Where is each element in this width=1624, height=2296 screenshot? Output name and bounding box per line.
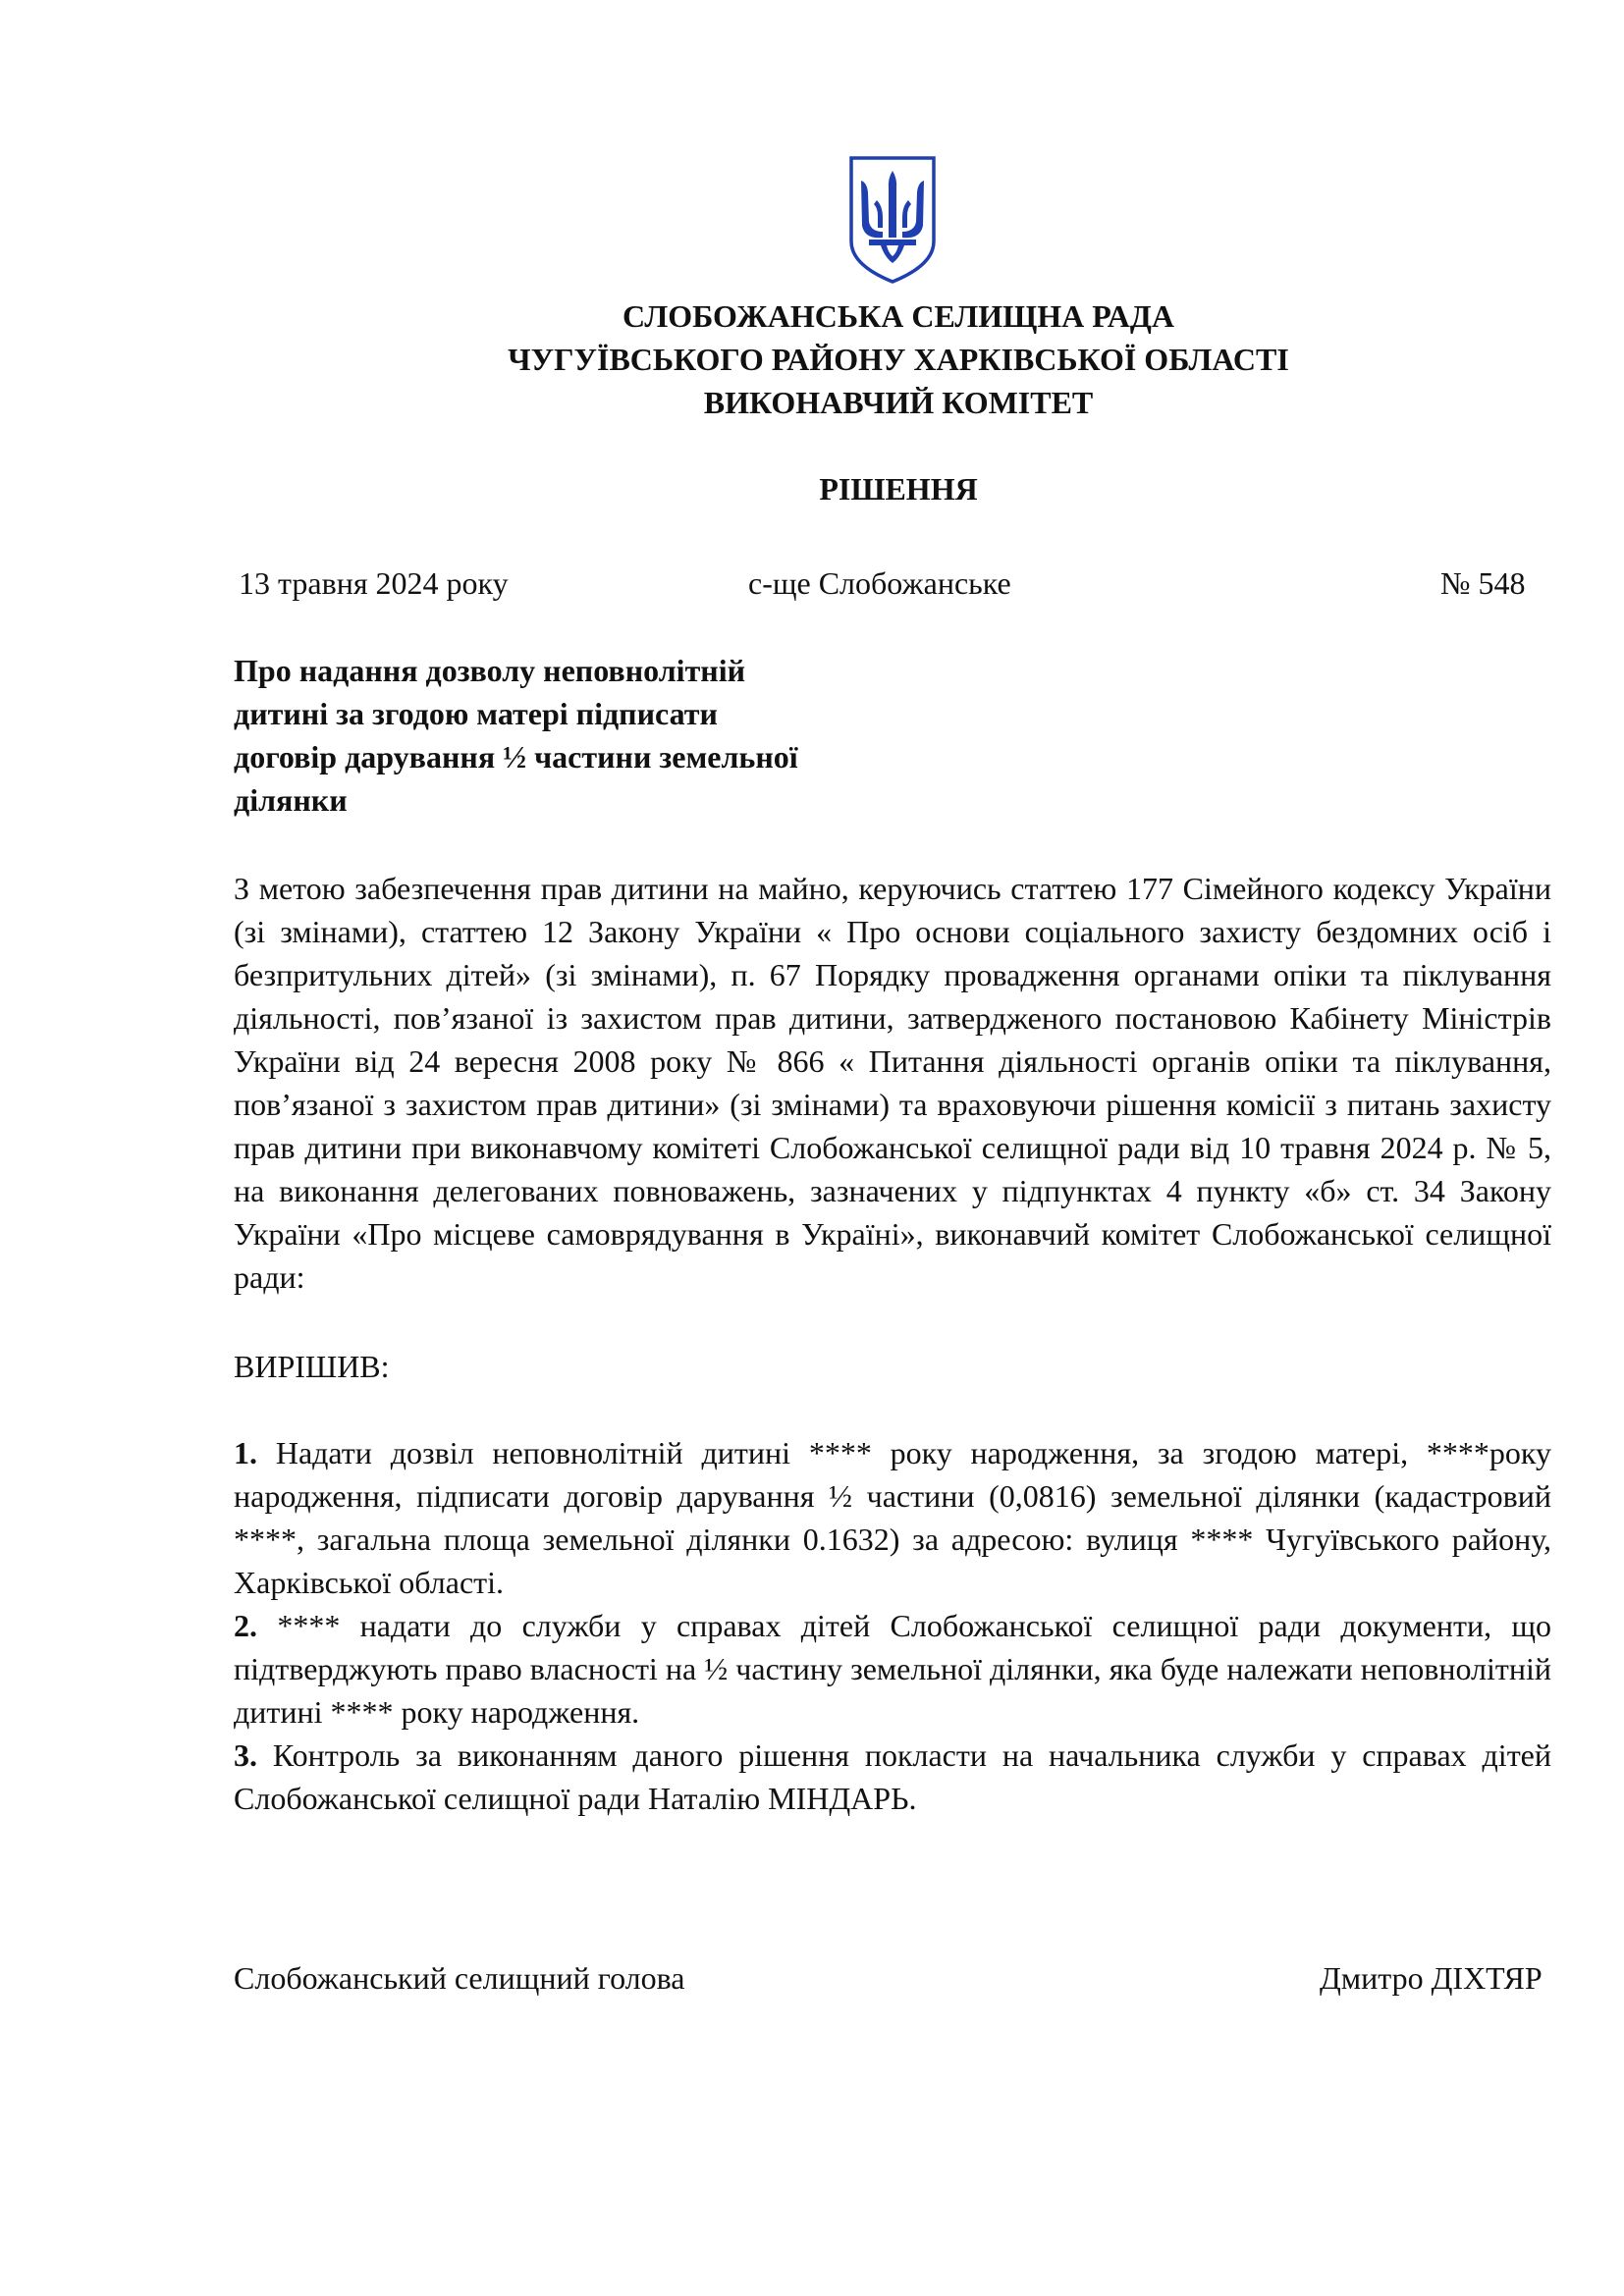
- resolved-label: ВИРІШИВ:: [234, 1349, 390, 1384]
- subject-line: Про надання дозволу неповнолітній: [234, 653, 746, 688]
- decision-title: РІШЕННЯ: [819, 471, 978, 507]
- item-text: Контроль за виконанням даного рішення покласти на начальника служби у справах дітей Слобожанської селищної ради Наталію МІНДАРЬ.: [234, 1737, 1552, 1816]
- item-text: Надати дозвіл неповнолітній дитині **** року народження, за згодою матері, ****року народження, підписати договір дарування ½ частини (0,0816) земельної ділянки (кадастровий ****, загальна площа земельної ділянки 0.1632) за адресою: вулиця **** Чугуївського району, Харківської області.: [234, 1435, 1552, 1600]
- header-committee-name: ВИКОНАВЧИЙ КОМІТЕТ: [703, 385, 1094, 420]
- resolution-item: [234, 1431, 1551, 1604]
- item-number: 2.: [234, 1608, 257, 1643]
- decision-place: с-ще Слобожанське: [748, 565, 1011, 601]
- trident-coat-of-arms-icon: [847, 155, 938, 285]
- resolution-items: [234, 1431, 1551, 1820]
- item-number: 3.: [234, 1737, 257, 1773]
- header-council-name: СЛОБОЖАНСЬКА СЕЛИЩНА РАДА: [623, 298, 1174, 334]
- resolution-item: [234, 1734, 1551, 1820]
- preamble-paragraph: З метою забезпечення прав дитини на майно, керуючись статтею 177 Сімейного кодексу України (зі змінами), статтею 12 Закону України « Про основи соціального захисту бездомних осіб і безпритульних дітей» (зі змінами), п. 67 Порядку провадження органами опіки та піклування діяльності, пов’язаної із захистом прав дитини, затвердженого постановою Кабінету Міністрів України від 24 вересня 2008 року № 866 « Питання діяльності органів опіки та піклування, пов’язаної з захистом прав дитини» (зі змінами) та враховуючи рішення комісії з питань захисту прав дитини при виконавчому комітеті Слобожанської селищної ради від 10 травня 2024 р. № 5, на виконання делегованих повноважень, зазначених у підпунктах 4 пункту «б» ст. 34 Закону України «Про місцеве самоврядування в Україні», виконавчий комітет Слобожанської селищної ради:: [234, 871, 1551, 1295]
- header-district-name: ЧУГУЇВСЬКОГО РАЙОНУ ХАРКІВСЬКОЇ ОБЛАСТІ: [508, 342, 1289, 377]
- signatory-title: Слобожанський селищний голова: [234, 1960, 685, 1996]
- authority-header: [0, 294, 1624, 424]
- subject-line: ділянки: [234, 782, 348, 818]
- decision-subject: [234, 649, 862, 822]
- signatory-name: Дмитро ДІХТЯР: [1320, 1960, 1543, 1996]
- subject-line: дитині за згодою матері підписати: [234, 696, 718, 731]
- decision-number: № 548: [1440, 565, 1526, 601]
- item-number: 1.: [234, 1435, 257, 1470]
- resolution-item: [234, 1604, 1551, 1734]
- subject-line: договір дарування ½ частини земельної: [234, 739, 798, 774]
- decision-date: 13 травня 2024 року: [239, 565, 509, 601]
- item-text: **** надати до служби у справах дітей Слобожанської селищної ради документи, що підтверджують право власності на ½ частину земельної ділянки, яка буде належати неповнолітній дитині **** року народження.: [234, 1608, 1552, 1730]
